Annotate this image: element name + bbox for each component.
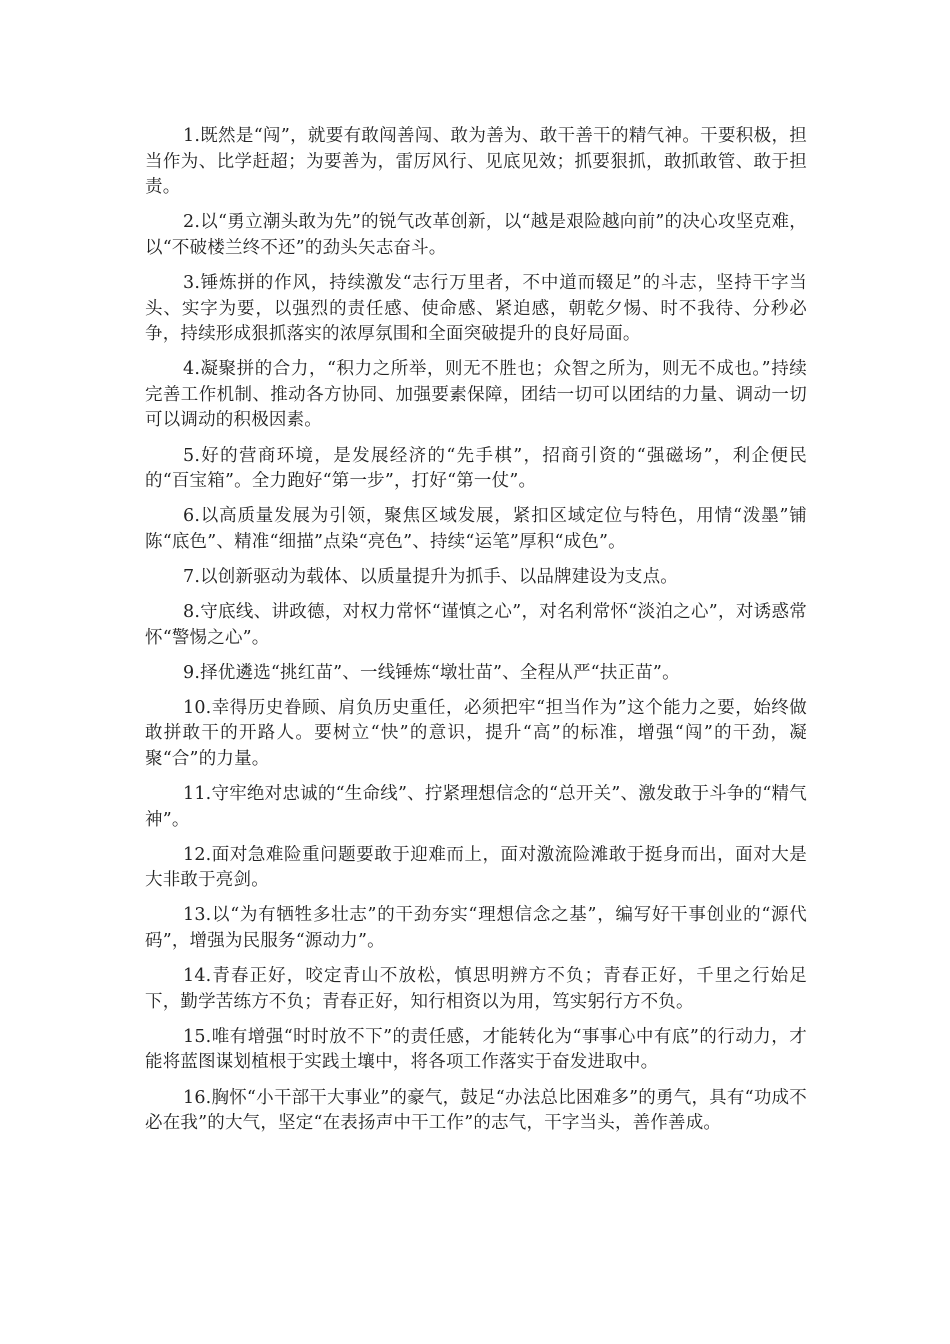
paragraph-12: 12.面对急难险重问题要敢于迎难而上，面对激流险滩敢于挺身而出，面对大是大非敢于亮剑。	[145, 844, 807, 891]
document-body	[145, 124, 807, 1146]
paragraph-5: 5.好的营商环境，是发展经济的“先手棋”，招商引资的“强磁场”，利企便民的“百宝箱”。全力跑好“第一步”，打好“第一仗”。	[145, 445, 807, 492]
paragraph-13: 13.以“为有牺牲多壮志”的干劲夯实“理想信念之基”，编写好干事创业的“源代码”，增强为民服务“源动力”。	[145, 905, 807, 952]
paragraph-1: 1.既然是“闯”，就要有敢闯善闯、敢为善为、敢干善干的精气神。干要积极，担当作为、比学赶超；为要善为，雷厉风行、见底见效；抓要狠抓，敢抓敢管、敢于担责。	[145, 126, 807, 198]
paragraph-3: 3.锤炼拼的作风，持续激发“志行万里者，不中道而辍足”的斗志，坚持干字当头、实字为要，以强烈的责任感、使命感、紧迫感，朝乾夕惕、时不我待、分秒必争，持续形成狠抓落实的浓厚氛围和全面突破提升的良好局面。	[145, 272, 807, 345]
paragraph-10: 10.幸得历史眷顾、肩负历史重任，必须把牢“担当作为”这个能力之要，始终做敢拼敢干的开路人。要树立“快”的意识，提升“高”的标准，增强“闯”的干劲，凝聚“合”的力量。	[145, 697, 807, 769]
paragraph-11: 11.守牢绝对忠诚的“生命线”、拧紧理想信念的“总开关”、激发敢于斗争的“精气神”。	[145, 784, 807, 830]
paragraph-14: 14.青春正好，咬定青山不放松，慎思明辨方不负；青春正好，千里之行始足下，勤学苦练方不负；青春正好，知行相资以为用，笃实躬行方不负。	[145, 966, 807, 1012]
paragraph-2: 2.以“勇立潮头敢为先”的锐气改革创新，以“越是艰险越向前”的决心攻坚克难，以“不破楼兰终不还”的劲头矢志奋斗。	[145, 212, 807, 258]
paragraph-16: 16.胸怀“小干部干大事业”的豪气，鼓足“办法总比困难多”的勇气，具有“功成不必在我”的大气，坚定“在表扬声中干工作”的志气，干字当头，善作善成。	[145, 1087, 807, 1134]
paragraph-9: 9.择优遴选“挑红苗”、一线锤炼“墩壮苗”、全程从严“扶正苗”。	[183, 662, 680, 683]
paragraph-6: 6.以高质量发展为引领，聚焦区域发展，紧扣区域定位与特色，用情“泼墨”铺陈“底色”、精准“细描”点染“亮色”、持续“运笔”厚积“成色”。	[145, 506, 807, 552]
paragraph-8: 8.守底线、讲政德，对权力常怀“谨慎之心”，对名利常怀“淡泊之心”，对诱惑常怀“警惕之心”。	[145, 602, 807, 648]
paragraph-7: 7.以创新驱动为载体、以质量提升为抓手、以品牌建设为支点。	[183, 566, 678, 587]
paragraph-4: 4.凝聚拼的合力，“积力之所举，则无不胜也；众智之所为，则无不成也。”持续完善工作机制、推动各方协同、加强要素保障，团结一切可以团结的力量、调动一切可以调动的积极因素。	[145, 359, 807, 431]
paragraph-15: 15.唯有增强“时时放不下”的责任感，才能转化为“事事心中有底”的行动力，才能将蓝图谋划植根于实践土壤中，将各项工作落实于奋发进取中。	[145, 1026, 807, 1073]
